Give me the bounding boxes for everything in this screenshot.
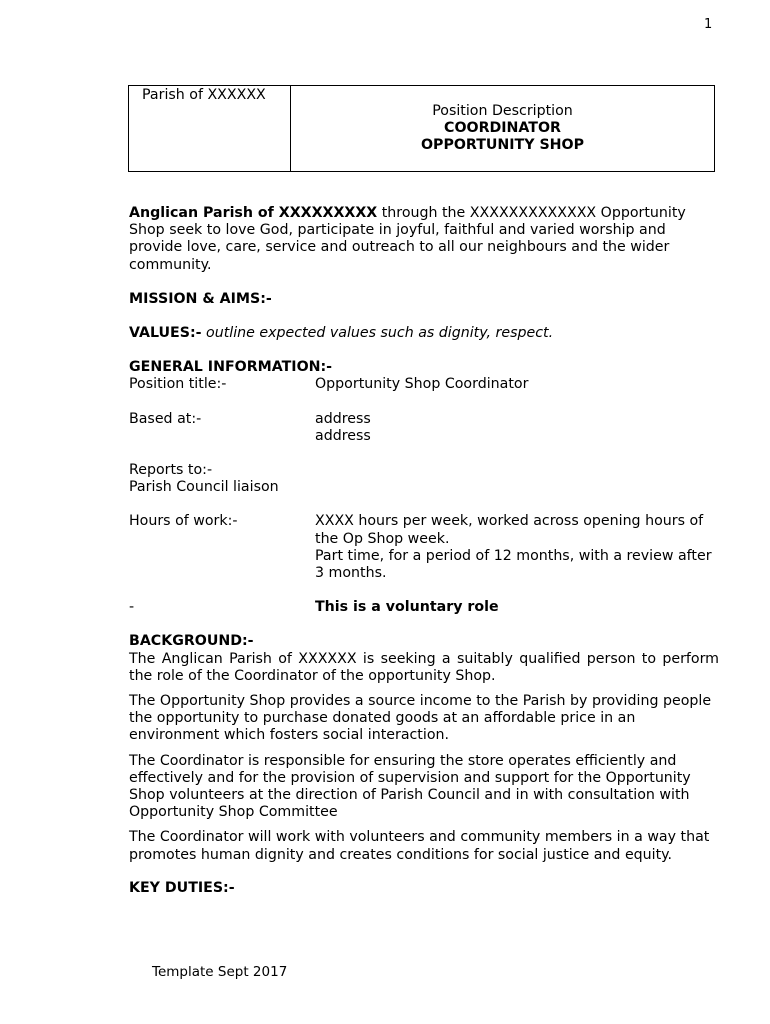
- general-heading: GENERAL INFORMATION:-: [129, 359, 333, 376]
- background-paragraph-1: The Anglican Parish of XXXXXX is seeking a suitably qualified person to perform the role of the Coordinator of the opportunity Shop.: [129, 650, 719, 684]
- title-line-2: OPPORTUNITY SHOP: [421, 137, 584, 154]
- mission-heading: MISSION & AIMS:-: [129, 290, 272, 307]
- values-paragraph: [129, 325, 719, 342]
- parish-name: Parish of XXXXXX: [142, 87, 266, 103]
- based-row: [129, 411, 719, 445]
- hours-line-1: XXXX hours per week, worked across opening hours of the Op Shop week.: [315, 513, 704, 547]
- intro-paragraph: [129, 205, 719, 274]
- based-address-2: address: [315, 427, 371, 444]
- based-value: [315, 411, 719, 445]
- header-table: [128, 85, 715, 172]
- position-row: [129, 376, 719, 393]
- page-number: 1: [704, 17, 713, 32]
- background-heading: BACKGROUND:-: [129, 633, 254, 650]
- voluntary-dash: -: [129, 599, 135, 616]
- based-label: Based at:-: [129, 410, 202, 427]
- position-label: Position title:-: [129, 376, 227, 393]
- reports-label: Reports to:-: [129, 462, 213, 479]
- reports-value: Parish Council liaison: [129, 479, 279, 496]
- background-paragraph-4: The Coordinator will work with volunteers and community members in a way that promotes human dignity and creates conditions for social justice and equity.: [129, 829, 710, 863]
- background-paragraph-2: The Opportunity Shop provides a source income to the Parish by providing people the opportunity to purchase donated goods at an affordable price in an environment which fosters social interaction.: [129, 693, 712, 744]
- intro-text: through the XXXXXXXXXXXXX Opportunity Shop seek to love God, participate in joyful, faithful and varied worship and provide love, care, service and outreach to all our neighbours and the wider community.: [129, 205, 686, 273]
- title-line-1: COORDINATOR: [444, 120, 561, 137]
- intro-bold: Anglican Parish of XXXXXXXXX: [129, 205, 378, 221]
- based-address-1: address: [315, 410, 371, 427]
- header-parish-cell: [129, 86, 291, 171]
- hours-value: [315, 513, 719, 582]
- hours-row: [129, 513, 719, 582]
- hours-label: Hours of work:-: [129, 513, 238, 530]
- voluntary-row: [129, 599, 719, 616]
- header-title-cell: [291, 86, 714, 171]
- key-duties-heading: KEY DUTIES:-: [129, 879, 235, 896]
- values-text: outline expected values such as dignity, respect.: [201, 325, 554, 342]
- position-value: Opportunity Shop Coordinator: [315, 376, 529, 393]
- document-body: [129, 205, 719, 897]
- voluntary-text: This is a voluntary role: [315, 599, 499, 616]
- hours-line-2: Part time, for a period of 12 months, with a review after 3 months.: [315, 547, 712, 582]
- position-description-label: Position Description: [432, 103, 573, 119]
- footer-text: Template Sept 2017: [152, 964, 288, 980]
- values-heading: VALUES:-: [129, 325, 202, 342]
- background-paragraph-3: The Coordinator is responsible for ensuring the store operates efficiently and effectively and for the provision of supervision and support for the Opportunity Shop volunteers at the direction of Parish Council and in with consultation with Opportunity Shop Committee: [129, 752, 691, 821]
